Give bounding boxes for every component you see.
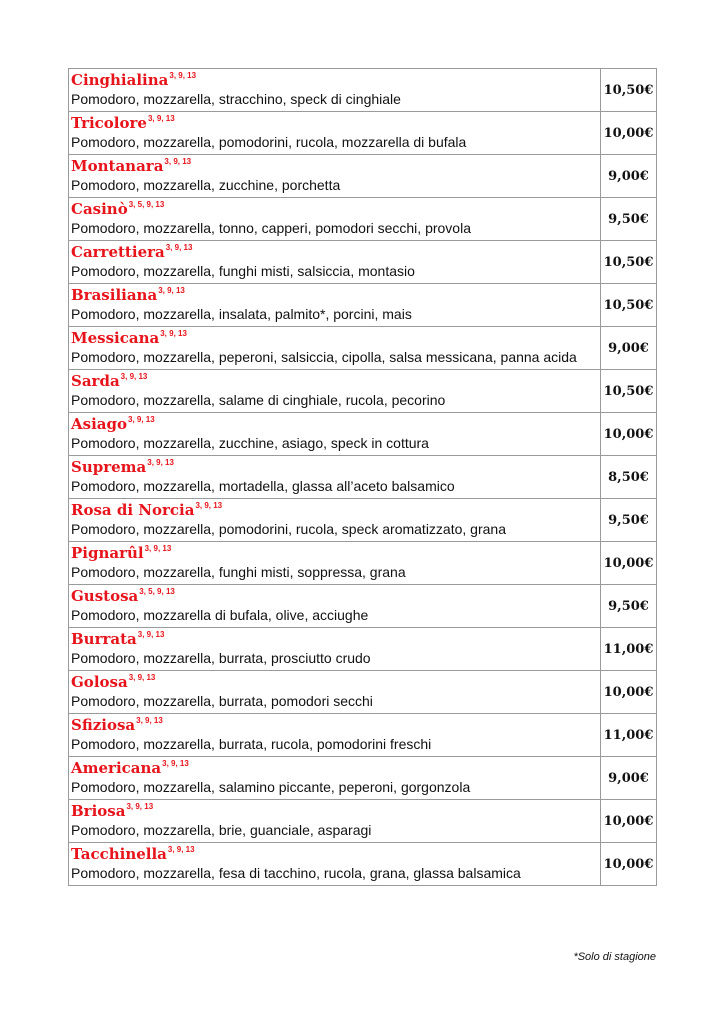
item-price: 10,00€ [601, 413, 657, 456]
pizza-menu-table [68, 68, 657, 886]
menu-row [69, 112, 657, 155]
menu-row [69, 843, 657, 886]
item-name-text: Brasiliana [71, 286, 158, 304]
item-allergens: 3, 9, 13 [144, 544, 172, 553]
item-name-text: Briosa [71, 802, 126, 820]
item-name [71, 285, 600, 305]
item-ingredients: Pomodoro, mozzarella, peperoni, salsiccia, cipolla, salsa messicana, panna acida [71, 349, 577, 365]
item-description-cell [69, 585, 601, 628]
seasonal-footnote: *Solo di stagione [573, 951, 656, 963]
item-name-text: Carrettiera [71, 243, 165, 261]
item-allergens: 3, 9, 13 [120, 372, 148, 381]
item-price: 10,00€ [601, 843, 657, 886]
item-description-cell [69, 112, 601, 155]
item-allergens: 3, 9, 13 [128, 415, 155, 424]
item-price: 9,00€ [601, 327, 657, 370]
item-description-cell [69, 843, 601, 886]
item-name [71, 758, 600, 778]
menu-row [69, 241, 657, 284]
item-name-text: Golosa [71, 673, 128, 691]
item-description-cell [69, 198, 601, 241]
item-name-text: Asiago [71, 415, 127, 433]
item-ingredients: Pomodoro, mozzarella, burrata, prosciutto crudo [71, 650, 371, 666]
item-ingredients: Pomodoro, mozzarella, burrata, pomodori secchi [71, 693, 373, 709]
item-allergens: 3, 9, 13 [164, 157, 192, 166]
menu-row [69, 198, 657, 241]
item-name [71, 543, 600, 563]
item-ingredients: Pomodoro, mozzarella, fesa di tacchino, rucola, grana, glassa balsamica [71, 865, 521, 881]
item-allergens: 3, 9, 13 [147, 458, 174, 467]
item-price: 9,00€ [601, 155, 657, 198]
item-ingredients: Pomodoro, mozzarella, insalata, palmito*, porcini, mais [71, 306, 412, 322]
item-description-cell [69, 327, 601, 370]
item-name [71, 801, 600, 821]
item-allergens: 3, 9, 13 [167, 845, 195, 854]
item-price: 9,00€ [601, 757, 657, 800]
item-price: 10,50€ [601, 370, 657, 413]
item-price: 11,00€ [601, 714, 657, 757]
menu-row [69, 327, 657, 370]
item-name [71, 457, 600, 477]
item-price: 10,50€ [601, 69, 657, 112]
item-allergens: 3, 9, 13 [165, 243, 193, 252]
item-name [71, 629, 600, 649]
item-allergens: 3, 9, 13 [126, 802, 154, 811]
menu-row [69, 456, 657, 499]
item-description-cell [69, 456, 601, 499]
menu-row [69, 284, 657, 327]
menu-row [69, 370, 657, 413]
item-name [71, 242, 600, 262]
item-allergens: 3, 9, 13 [137, 630, 165, 639]
item-ingredients: Pomodoro, mozzarella, zucchine, porchetta [71, 177, 341, 193]
item-name [71, 672, 600, 692]
item-name-text: Cinghialina [71, 71, 169, 89]
item-name [71, 113, 600, 133]
item-name [71, 586, 600, 606]
item-description-cell [69, 800, 601, 843]
item-price: 11,00€ [601, 628, 657, 671]
item-name [71, 156, 600, 176]
item-name [71, 844, 600, 864]
item-description-cell [69, 69, 601, 112]
item-allergens: 3, 9, 13 [158, 286, 185, 295]
item-ingredients: Pomodoro, mozzarella, brie, guanciale, asparagi [71, 822, 372, 838]
item-description-cell [69, 413, 601, 456]
item-name-text: Gustosa [71, 587, 139, 605]
item-description-cell [69, 671, 601, 714]
item-allergens: 3, 9, 13 [128, 673, 156, 682]
item-name [71, 328, 600, 348]
item-price: 10,00€ [601, 542, 657, 585]
item-ingredients: Pomodoro, mozzarella, tonno, capperi, pomodori secchi, provola [71, 220, 471, 236]
item-price: 10,00€ [601, 112, 657, 155]
item-price: 10,50€ [601, 284, 657, 327]
item-description-cell [69, 155, 601, 198]
item-name-text: Sarda [71, 372, 120, 390]
menu-body [69, 69, 657, 886]
item-ingredients: Pomodoro, mozzarella, funghi misti, salsiccia, montasio [71, 263, 415, 279]
item-description-cell [69, 714, 601, 757]
item-name-text: Tacchinella [71, 845, 167, 863]
menu-row [69, 155, 657, 198]
menu-row [69, 714, 657, 757]
item-name-text: Americana [71, 759, 162, 777]
item-description-cell [69, 284, 601, 327]
item-allergens: 3, 9, 13 [162, 759, 189, 768]
item-description-cell [69, 542, 601, 585]
menu-row [69, 413, 657, 456]
item-name [71, 199, 600, 219]
item-name [71, 715, 600, 735]
item-ingredients: Pomodoro, mozzarella di bufala, olive, acciughe [71, 607, 369, 623]
item-ingredients: Pomodoro, mozzarella, stracchino, speck di cinghiale [71, 91, 401, 107]
item-ingredients: Pomodoro, mozzarella, mortadella, glassa all’aceto balsamico [71, 478, 455, 494]
item-description-cell [69, 370, 601, 413]
item-allergens: 3, 9, 13 [136, 716, 163, 725]
item-name-text: Montanara [71, 157, 164, 175]
item-ingredients: Pomodoro, mozzarella, burrata, rucola, pomodorini freschi [71, 736, 432, 752]
menu-row [69, 757, 657, 800]
menu-row [69, 800, 657, 843]
item-name-text: Messicana [71, 329, 160, 347]
item-ingredients: Pomodoro, mozzarella, salamino piccante, peperoni, gorgonzola [71, 779, 471, 795]
item-ingredients: Pomodoro, mozzarella, zucchine, asiago, speck in cottura [71, 435, 429, 451]
item-name-text: Sfiziosa [71, 716, 136, 734]
item-description-cell [69, 499, 601, 542]
menu-row [69, 499, 657, 542]
item-description-cell [69, 241, 601, 284]
menu-row [69, 671, 657, 714]
menu-row [69, 542, 657, 585]
item-price: 10,00€ [601, 800, 657, 843]
item-name-text: Tricolore [71, 114, 147, 132]
item-price: 9,50€ [601, 585, 657, 628]
item-price: 10,50€ [601, 241, 657, 284]
item-ingredients: Pomodoro, mozzarella, salame di cinghiale, rucola, pecorino [71, 392, 446, 408]
menu-row [69, 69, 657, 112]
item-allergens: 3, 9, 13 [195, 501, 223, 510]
item-name [71, 371, 600, 391]
item-name-text: Pignarûl [71, 544, 144, 562]
item-description-cell [69, 757, 601, 800]
item-price: 9,50€ [601, 499, 657, 542]
item-allergens: 3, 5, 9, 13 [128, 200, 165, 209]
item-price: 8,50€ [601, 456, 657, 499]
item-name [71, 70, 600, 90]
item-name-text: Casinò [71, 200, 128, 218]
item-ingredients: Pomodoro, mozzarella, pomodorini, rucola, speck aromatizzato, grana [71, 521, 506, 537]
menu-row [69, 585, 657, 628]
item-price: 9,50€ [601, 198, 657, 241]
item-name-text: Burrata [71, 630, 137, 648]
item-name-text: Suprema [71, 458, 147, 476]
item-price: 10,00€ [601, 671, 657, 714]
menu-row [69, 628, 657, 671]
item-allergens: 3, 9, 13 [169, 71, 197, 80]
item-ingredients: Pomodoro, mozzarella, funghi misti, soppressa, grana [71, 564, 406, 580]
item-ingredients: Pomodoro, mozzarella, pomodorini, rucola, mozzarella di bufala [71, 134, 467, 150]
item-name-text: Rosa di Norcia [71, 501, 195, 519]
item-allergens: 3, 9, 13 [147, 114, 175, 123]
item-allergens: 3, 5, 9, 13 [139, 587, 175, 596]
item-name [71, 414, 600, 434]
item-name [71, 500, 600, 520]
item-allergens: 3, 9, 13 [160, 329, 187, 338]
item-description-cell [69, 628, 601, 671]
